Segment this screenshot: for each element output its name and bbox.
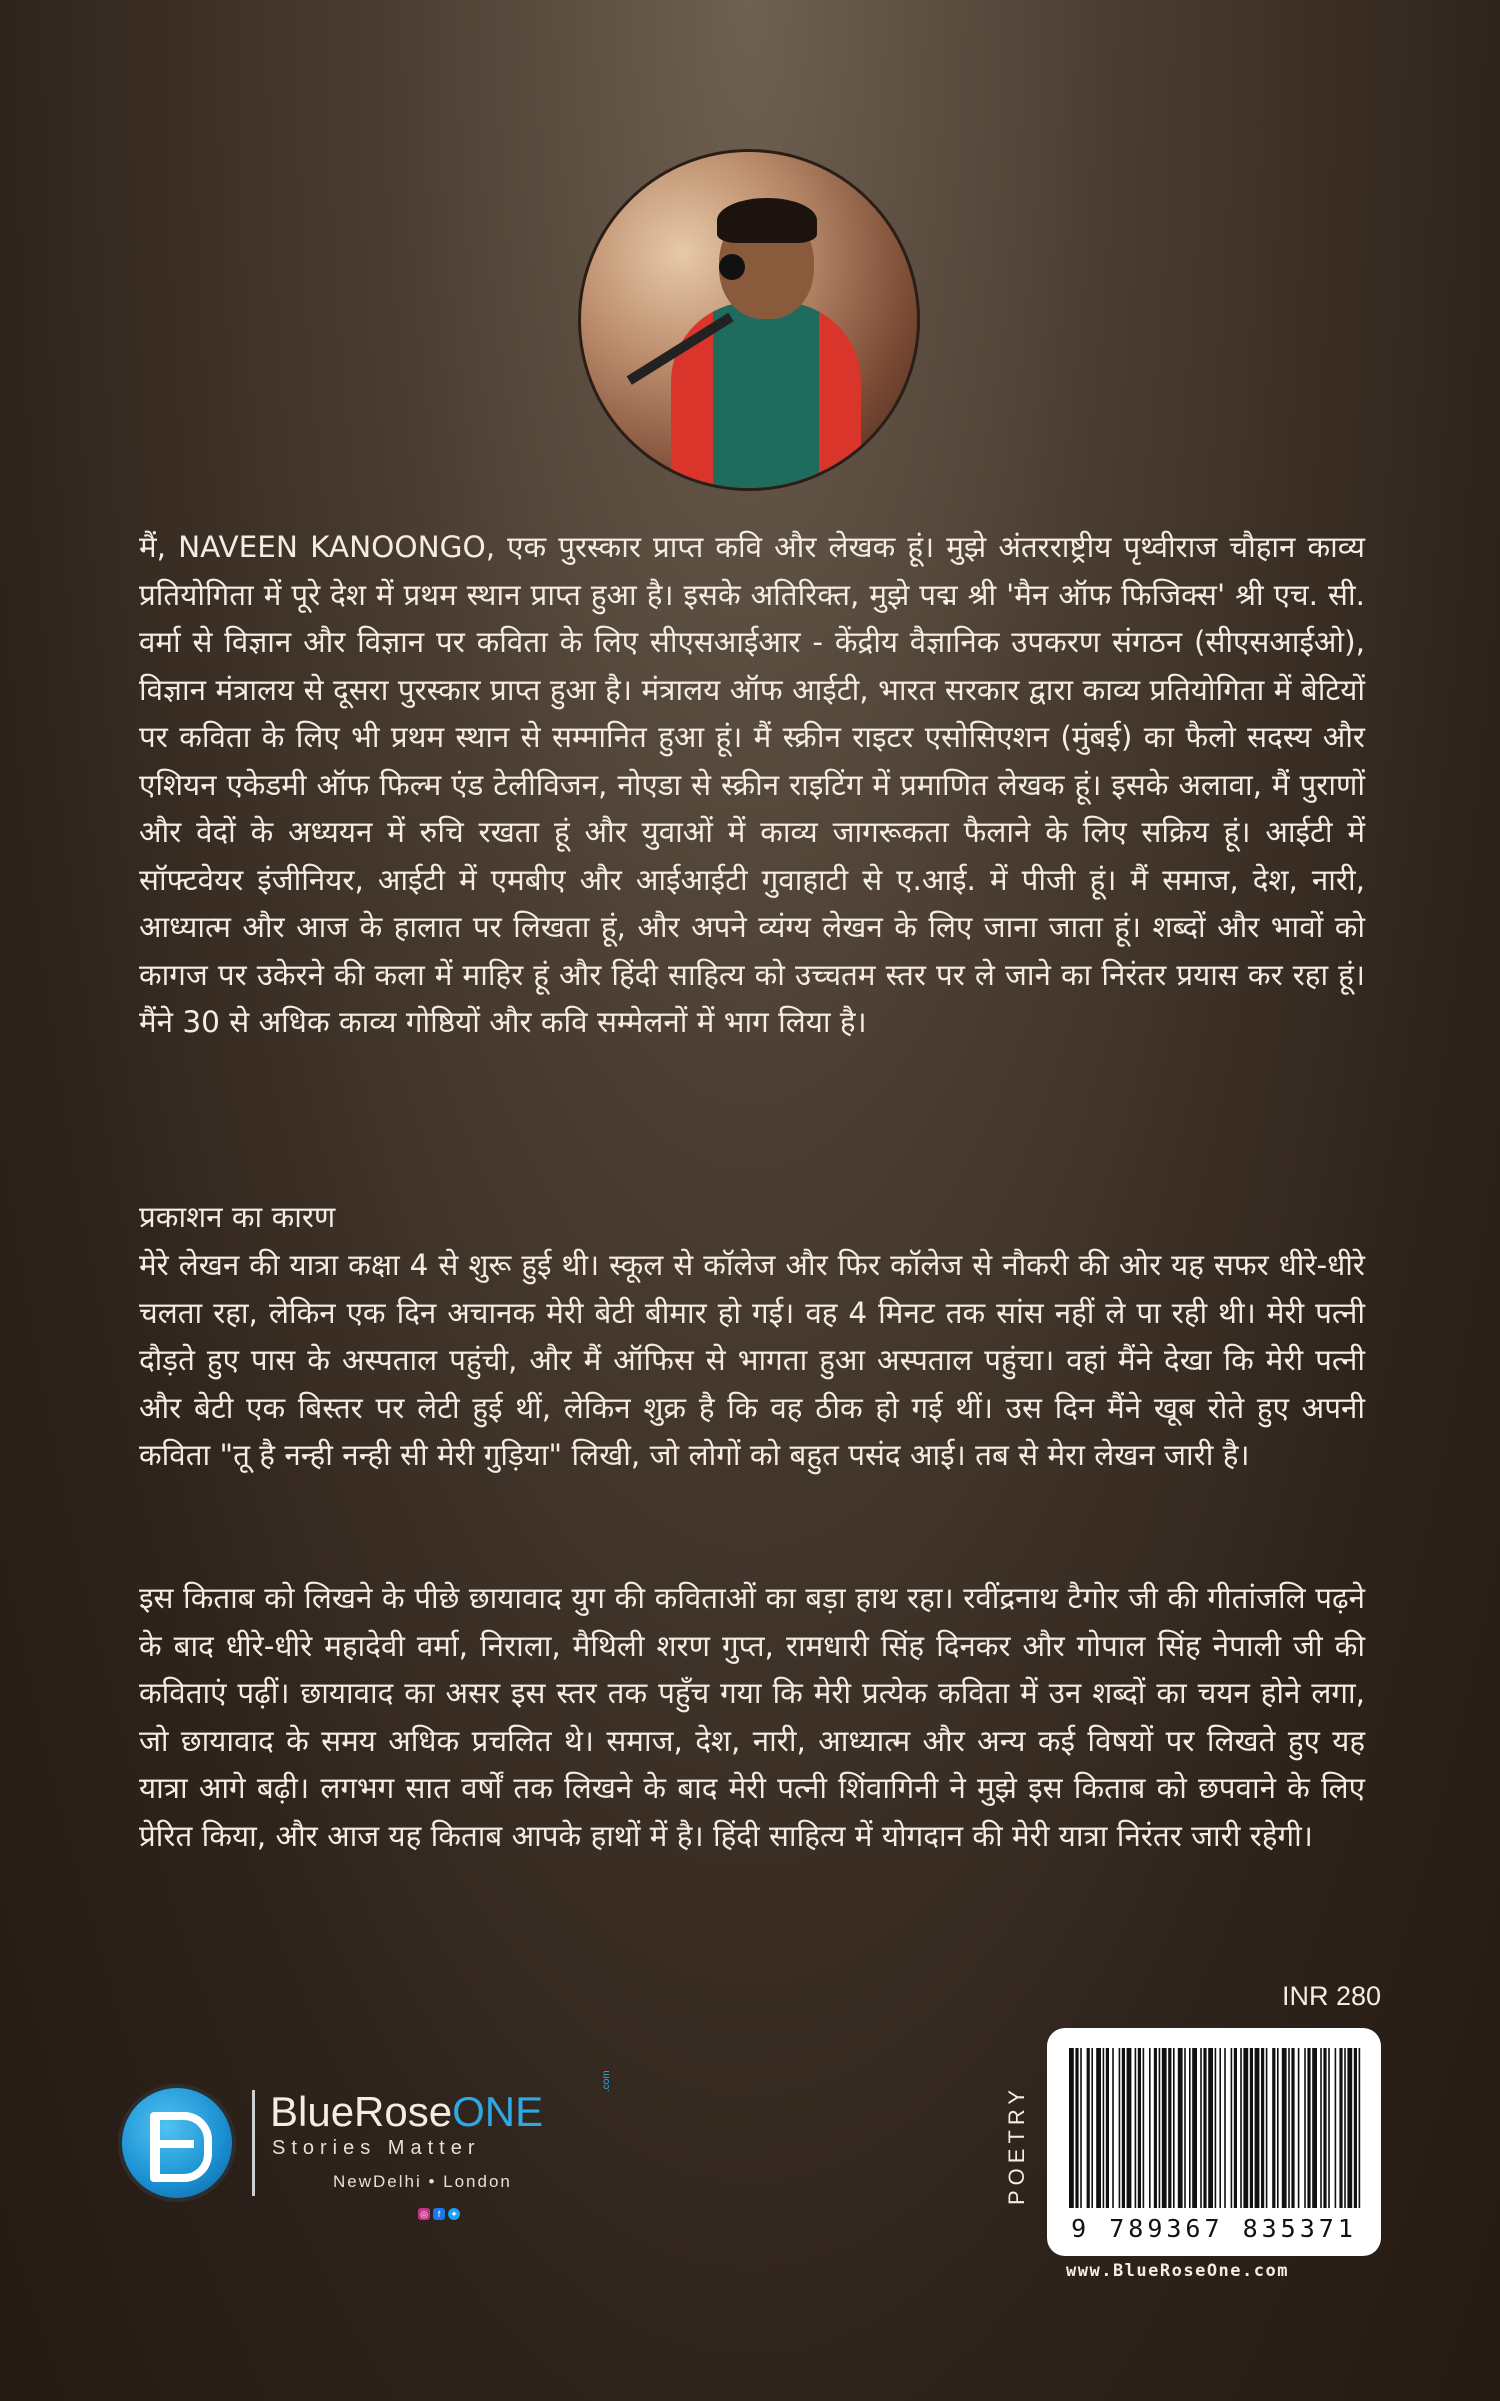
barcode-bar: [1184, 2048, 1186, 2208]
barcode-bar: [1243, 2048, 1248, 2208]
barcode-bar: [1149, 2048, 1151, 2208]
barcode-bar: [1320, 2048, 1322, 2208]
publisher-name: [270, 2088, 543, 2136]
barcode-bar: [1215, 2048, 1217, 2208]
barcode-bar: [1347, 2048, 1352, 2208]
barcode-bar: [1219, 2048, 1221, 2208]
barcode-bar: [1075, 2048, 1078, 2208]
barcode-bar: [1119, 2048, 1121, 2208]
barcode-bar: [1339, 2048, 1342, 2208]
barcode-bar: [1154, 2048, 1157, 2208]
logo-divider: [252, 2090, 255, 2196]
publication-paragraph-2: इस किताब को लिखने के पीछे छायावाद युग की कविताओं का बड़ा हाथ रहा। रवींद्रनाथ टैगोर जी की गीतांजलि पढ़ने के बाद धीरे-धीरे महादेवी वर्मा, निराला, मैथिली शरण गुप्त, रामधारी सिंह दिनकर और गोपाल सिंह नेपाली जी की कविताएं पढ़ीं। छायावाद का असर इस स्तर तक पहुँच गया कि मेरी प्रत्येक कविता में उन शब्दों का चयन होने लगा, जो छायावाद के समय अधिक प्रचलित थे। समाज, देश, नारी, आध्यात्म और अन्य कई विषयों पर लिखते हुए यह यात्रा आगे बढ़ी। लगभग सात वर्षों तक लिखने के बाद मेरी पत्नी शिंवागिनी ने मुझे इस किताब को छपवाने के लिए प्रेरित किया, और आज यह किताब आपके हाथों में है। हिंदी साहित्य में योगदान की मेरी यात्रा निरंतर जारी रहेगी।: [139, 1581, 1365, 1853]
publisher-logo-icon: [118, 2084, 236, 2202]
publisher-name-part1: BlueRose: [270, 2088, 453, 2135]
barcode-bar: [1298, 2048, 1300, 2208]
barcode-bar: [1328, 2048, 1330, 2208]
microphone-icon: [719, 254, 745, 280]
instagram-icon[interactable]: ◎: [418, 2208, 430, 2220]
barcode-bar: [1087, 2048, 1090, 2208]
publisher-com-label: .com: [601, 2070, 612, 2092]
barcode-bar: [1069, 2048, 1074, 2208]
barcode-bar: [1138, 2048, 1141, 2208]
publisher-cities: NewDelhi • London: [333, 2172, 512, 2191]
social-icons: [418, 2208, 460, 2220]
barcode-bar: [1103, 2048, 1105, 2208]
barcode-bar: [1335, 2048, 1337, 2208]
barcode-bar: [1307, 2048, 1310, 2208]
barcode-bar: [1224, 2048, 1226, 2208]
publisher-name-part2: ONE: [452, 2088, 544, 2135]
barcode-bar: [1255, 2048, 1260, 2208]
barcode-bar: [1159, 2048, 1161, 2208]
barcode-bar: [1168, 2048, 1171, 2208]
author-photo-hair: [717, 198, 817, 243]
twitter-icon[interactable]: ✦: [448, 2208, 460, 2220]
barcode-bar: [1091, 2048, 1093, 2208]
barcode-bar: [1288, 2048, 1290, 2208]
barcode-bar: [1277, 2048, 1279, 2208]
barcode-bar: [1323, 2048, 1326, 2208]
website-url[interactable]: www.BlueRoseOne.com: [1066, 2261, 1289, 2281]
barcode-bar: [1272, 2048, 1275, 2208]
barcode: [1047, 2028, 1381, 2256]
barcode-bar: [1261, 2048, 1264, 2208]
barcode-bar: [1127, 2048, 1132, 2208]
author-photo: [578, 149, 920, 491]
barcode-bar: [1162, 2048, 1167, 2208]
barcode-bar: [1240, 2048, 1242, 2208]
publication-paragraph-1: मेरे लेखन की यात्रा कक्षा 4 से शुरू हुई थी। स्कूल से कॉलेज और फिर कॉलेज से नौकरी की ओर यह सफर धीरे-धीरे चलता रहा, लेकिन एक दिन अचानक मेरी बेटी बीमार हो गई। वह 4 मिनट तक सांस नहीं ले पा रही थी। मेरी पत्नी दौड़ते हुए पास के अस्पताल पहुंची, और मैं ऑफिस से भागता हुआ अस्पताल पहुंचा। वहां मैंने देखा कि मेरी पत्नी और बेटी एक बिस्तर पर लेटी हुई थीं, लेकिन शुक्र है कि वह ठीक हो गई थीं। उस दिन मैंने खूब रोते हुए अपनी कविता "तू है नन्ही नन्ही सी मेरी गुड़िया" लिखी, जो लोगों को बहुत पसंद आई। तब से मेरा लेखन जारी है।: [139, 1248, 1365, 1472]
barcode-bar: [1143, 2048, 1145, 2208]
barcode-bar: [1234, 2048, 1237, 2208]
publisher-tagline: Stories Matter: [272, 2137, 481, 2159]
barcode-bar: [1344, 2048, 1346, 2208]
facebook-icon[interactable]: f: [433, 2208, 445, 2220]
barcode-bar: [1135, 2048, 1137, 2208]
price-label: INR 280: [1282, 1981, 1382, 2011]
barcode-bar: [1304, 2048, 1306, 2208]
barcode-bar: [1203, 2048, 1206, 2208]
author-bio: मैं, NAVEEN KANOONGO, एक पुरस्कार प्राप्त कवि और लेखक हूं। मुझे अंतरराष्ट्रीय पृथ्वीराज चौहान काव्य प्रतियोगिता में पूरे देश में प्रथम स्थान प्राप्त हुआ है। इसके अतिरिक्त, मुझे पद्म श्री 'मैन ऑफ फिजिक्स' श्री एच. सी. वर्मा से विज्ञान और विज्ञान पर कविता के लिए सीएसआईआर - केंद्रीय वैज्ञानिक उपकरण संगठन (सीएसआईओ), विज्ञान मंत्रालय से दूसरा पुरस्कार प्राप्त हुआ है। मंत्रालय ऑफ आईटी, भारत सरकार द्वारा काव्य प्रतियोगिता में बेटियों पर कविता के लिए भी प्रथम स्थान से सम्मानित हुआ हूं। मैं स्क्रीन राइटर एसोसिएशन (मुंबई) का फैलो सदस्य और एशियन एकेडमी ऑफ फिल्म एंड टेलीविजन, नोएडा से स्क्रीन राइटिंग में प्रमाणित लेखक हूं। इसके अलावा, मैं पुराणों और वेदों के अध्ययन में रुचि रखता हूं और युवाओं में काव्य जागरूकता फैलाने के लिए सक्रिय हूं। आईटी में सॉफ्टवेयर इंजीनियर, आईटी में एमबीए और आईआईटी गुवाहाटी से ए.आई. में पीजी हूं। मैं समाज, देश, नारी, आध्यात्म और आज के हालात पर लिखता हूं, और अपने व्यंग्य लेखन के लिए जाना जाता हूं। शब्दों और भावों को कागज पर उकेरने की कला में माहिर हूं और हिंदी साहित्य को उच्चतम स्तर पर ले जाने का निरंतर प्रयास कर रहा हूं। मैंने 30 से अधिक काव्य गोष्ठियों और कवि सम्मेलनों में भाग लिया है।: [139, 530, 1365, 1039]
barcode-bar: [1178, 2048, 1183, 2208]
barcode-bar: [1096, 2048, 1101, 2208]
isbn-number: 9 789367 835371: [1071, 2214, 1357, 2243]
barcode-bar: [1106, 2048, 1109, 2208]
barcode-bar: [1282, 2048, 1287, 2208]
barcode-bar: [1359, 2048, 1361, 2208]
barcode-bar: [1189, 2048, 1191, 2208]
barcode-bar: [1192, 2048, 1197, 2208]
barcode-bar: [1291, 2048, 1294, 2208]
barcode-bar: [1250, 2048, 1253, 2208]
publication-heading: प्रकाशन का कारण: [139, 1200, 336, 1234]
genre-label: POETRY: [1004, 2084, 1029, 2205]
barcode-bar: [1122, 2048, 1125, 2208]
barcode-bars: [1047, 2028, 1381, 2218]
barcode-bar: [1080, 2048, 1082, 2208]
barcode-bar: [1173, 2048, 1175, 2208]
barcode-bar: [1112, 2048, 1114, 2208]
barcode-bar: [1200, 2048, 1202, 2208]
barcode-bar: [1231, 2048, 1233, 2208]
barcode-bar: [1208, 2048, 1213, 2208]
barcode-bar: [1266, 2048, 1268, 2208]
barcode-bar: [1354, 2048, 1357, 2208]
barcode-bar: [1312, 2048, 1317, 2208]
